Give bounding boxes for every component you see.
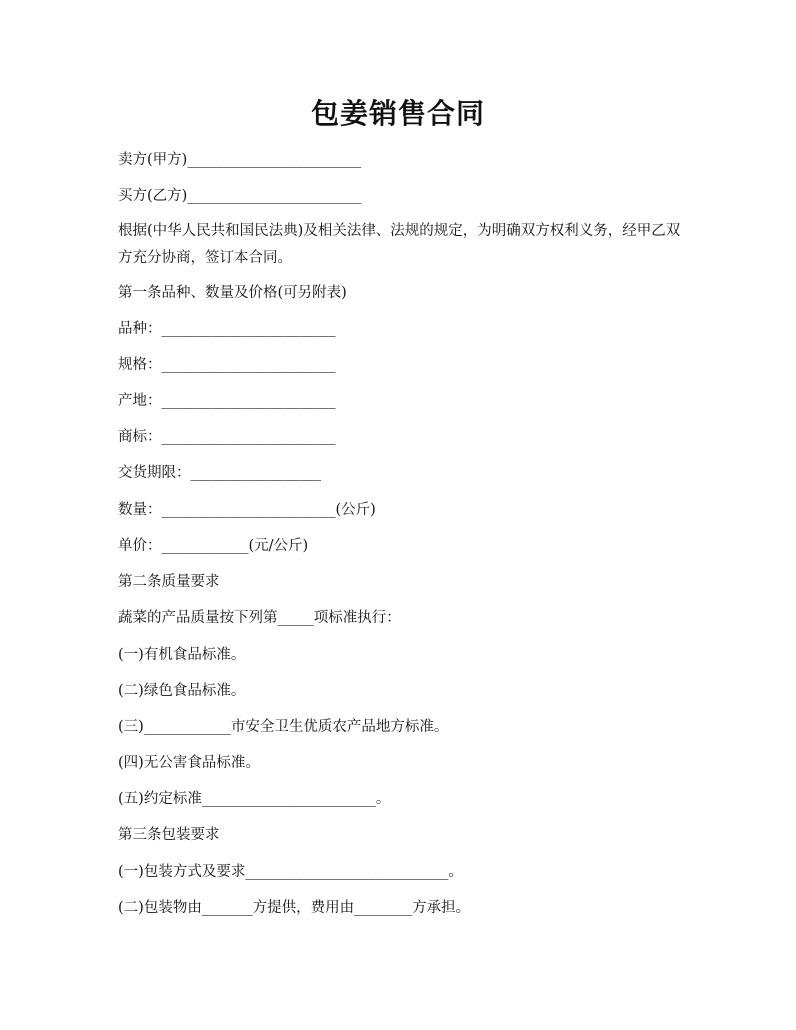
quantity-line: 数量：________________________(公斤) — [118, 502, 376, 518]
delivery-term-line: 交货期限：__________________ — [118, 465, 321, 481]
trademark-line: 商标：________________________ — [118, 429, 336, 445]
standard-item-3: (三)____________市安全卫生优质农产品地方标准。 — [118, 719, 449, 735]
standard-item-5: (五)约定标准________________________。 — [118, 791, 391, 807]
origin-line: 产地：________________________ — [118, 393, 336, 409]
standard-item-4: (四)无公害食品标准。 — [118, 755, 260, 771]
seller-line: 卖方(甲方)________________________ — [118, 152, 362, 168]
buyer-line: 买方(乙方)________________________ — [118, 188, 362, 204]
article-2-heading: 第二条质量要求 — [118, 574, 220, 590]
unit-price-line: 单价：____________(元/公斤) — [118, 538, 309, 554]
quality-standard-line: 蔬菜的产品质量按下列第_____项标准执行： — [118, 610, 401, 626]
document-title: 包姜销售合同 — [310, 97, 485, 130]
packaging-method-line: (一)包装方式及要求____________________________。 — [118, 864, 463, 880]
standard-item-2: (二)绿色食品标准。 — [118, 683, 246, 699]
article-3-heading: 第三条包装要求 — [118, 827, 220, 843]
article-1-heading: 第一条品种、数量及价格(可另附表) — [118, 285, 347, 301]
packaging-provider-line: (二)包装物由_______方提供，费用由________方承担。 — [118, 900, 471, 916]
standard-item-1: (一)有机食品标准。 — [118, 647, 246, 663]
variety-line: 品种：________________________ — [118, 321, 336, 337]
preamble-paragraph: 根据(中华人民共和国民法典)及相关法律、法规的规定，为明确双方权利义务，经甲乙双方充分协商，签订本合同。 — [118, 223, 681, 266]
spec-line: 规格：________________________ — [118, 357, 336, 373]
